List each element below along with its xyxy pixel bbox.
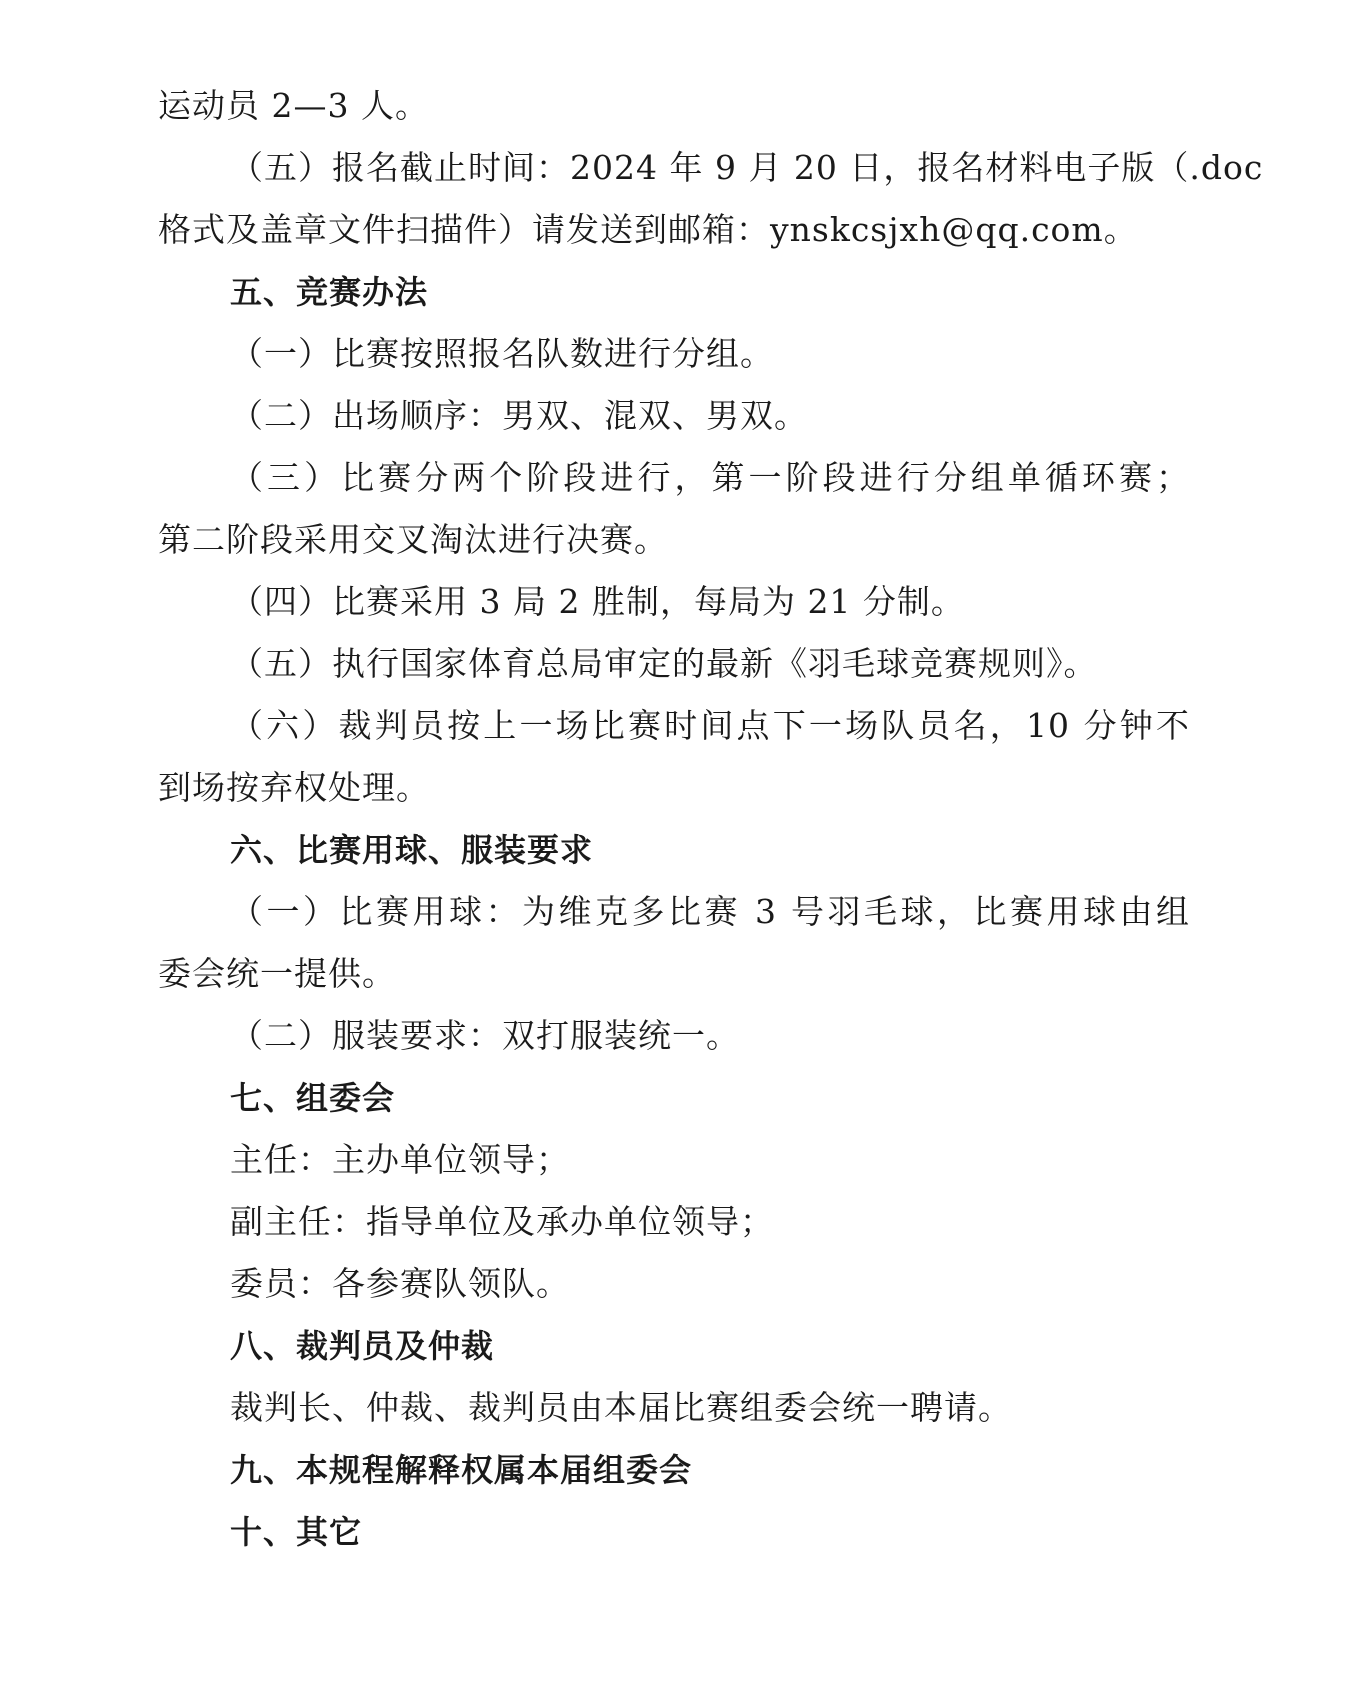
paragraph-line: （一）比赛按照报名队数进行分组。 <box>230 334 774 373</box>
paragraph-line: 格式及盖章文件扫描件）请发送到邮箱：ynskcsjxh@qq.com。 <box>158 210 1138 249</box>
section-heading-10: 十、其它 <box>230 1513 363 1551</box>
section-heading-5: 五、竞赛办法 <box>230 273 429 311</box>
paragraph-line: 主任：主办单位领导； <box>230 1140 570 1179</box>
section-heading-9: 九、本规程解释权属本届组委会 <box>230 1451 693 1489</box>
paragraph-line: （一）比赛用球：为维克多比赛 3 号羽毛球，比赛用球由组 <box>230 892 1190 931</box>
paragraph-line: （四）比赛采用 3 局 2 胜制，每局为 21 分制。 <box>230 582 965 621</box>
paragraph-line: 委员：各参赛队领队。 <box>230 1264 570 1303</box>
paragraph-line: 到场按弃权处理。 <box>158 768 430 807</box>
paragraph-line: （五）报名截止时间：2024 年 9 月 20 日，报名材料电子版（.doc <box>230 148 1264 187</box>
section-heading-8: 八、裁判员及仲裁 <box>230 1327 495 1365</box>
paragraph-line: 裁判长、仲裁、裁判员由本届比赛组委会统一聘请。 <box>230 1388 1012 1427</box>
section-heading-7: 七、组委会 <box>230 1079 396 1117</box>
paragraph-line: 委会统一提供。 <box>158 954 396 993</box>
paragraph-line: （三）比赛分两个阶段进行，第一阶段进行分组单循环赛； <box>230 458 1190 497</box>
paragraph-line: 第二阶段采用交叉淘汰进行决赛。 <box>158 520 668 559</box>
paragraph-line: 副主任：指导单位及承办单位领导； <box>230 1202 774 1241</box>
paragraph-line: 运动员 2—3 人。 <box>158 86 429 125</box>
section-heading-6: 六、比赛用球、服装要求 <box>230 831 594 869</box>
paragraph-line: （二）出场顺序：男双、混双、男双。 <box>230 396 808 435</box>
paragraph-line: （五）执行国家体育总局审定的最新《羽毛球竞赛规则》。 <box>230 644 1098 683</box>
paragraph-line: （六）裁判员按上一场比赛时间点下一场队员名，10 分钟不 <box>230 706 1190 745</box>
paragraph-line: （二）服装要求：双打服装统一。 <box>230 1016 740 1055</box>
